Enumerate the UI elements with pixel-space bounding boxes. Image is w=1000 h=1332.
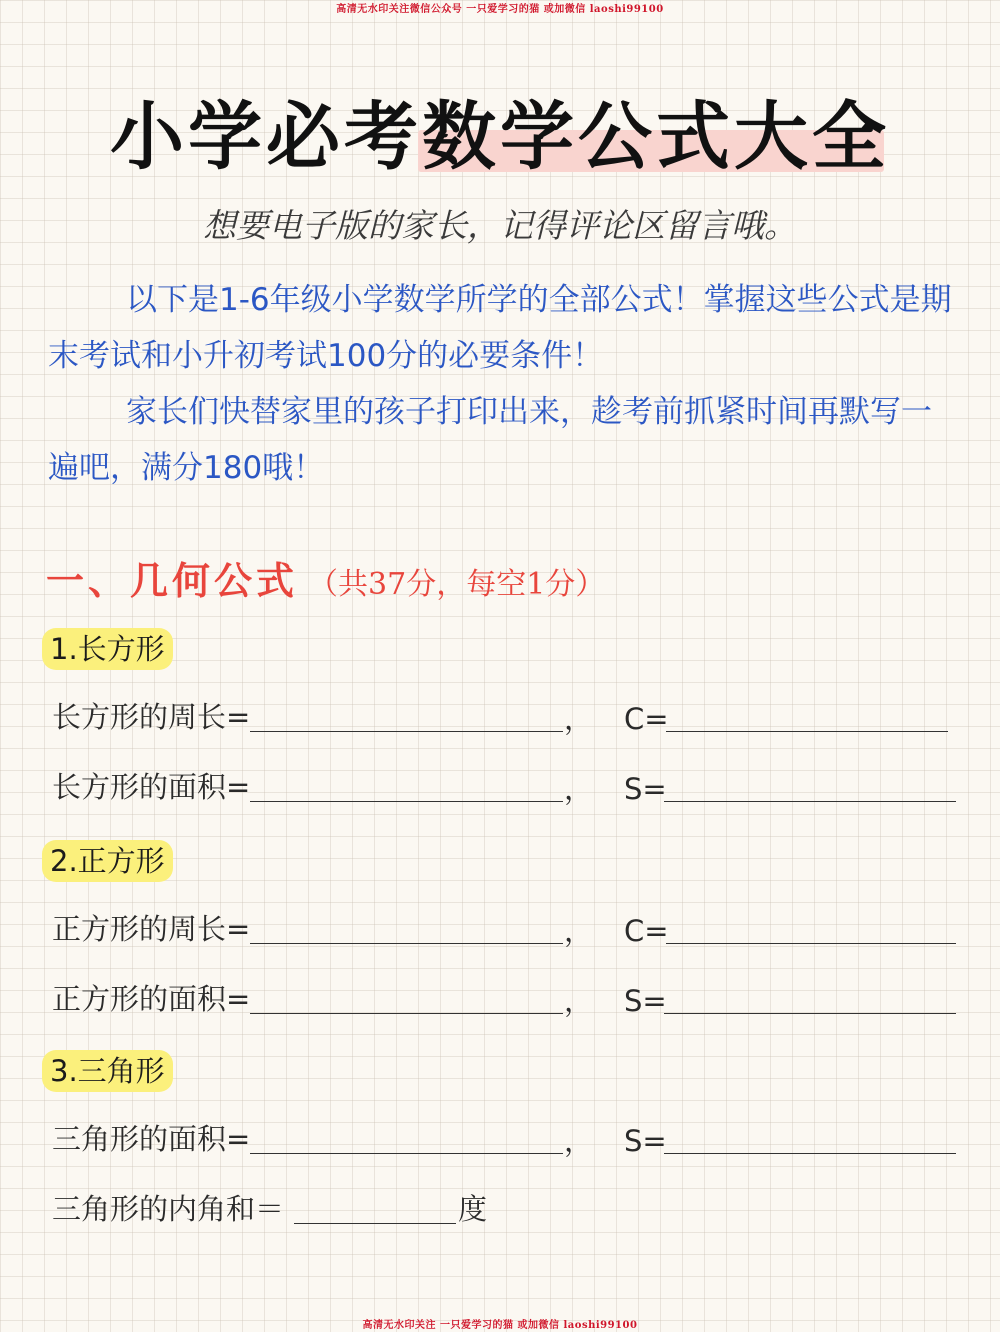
answer-blank[interactable]: [294, 1223, 456, 1224]
formula-symbol: S=: [624, 1124, 667, 1158]
subsection-title-triangle: 3.三角形: [42, 1050, 173, 1092]
answer-blank[interactable]: [250, 731, 563, 732]
answer-blank[interactable]: [664, 1153, 956, 1154]
formula-symbol: C=: [624, 914, 669, 948]
formula-label: 正方形的周长=: [52, 912, 251, 946]
formula-label: 三角形的内角和＝: [52, 1192, 285, 1226]
formula-row: [52, 1118, 962, 1162]
comma: ，: [564, 1124, 594, 1158]
answer-blank[interactable]: [664, 801, 956, 802]
subsection-title-rectangle: 1.长方形: [42, 628, 173, 670]
answer-blank[interactable]: [250, 1013, 563, 1014]
comma: ，: [564, 702, 594, 736]
title-container: [0, 92, 1000, 182]
comma: ，: [564, 914, 594, 948]
intro-paragraph-1: 以下是1-6年级小学数学所学的全部公式！掌握这些公式是期末考试和小升初考试100分的必要条件！: [48, 282, 952, 374]
answer-blank[interactable]: [664, 1013, 956, 1014]
formula-row: [52, 908, 962, 952]
formula-symbol: C=: [624, 702, 669, 736]
intro-paragraph-2: 家长们快替家里的孩子打印出来，趁考前抓紧时间再默写一遍吧，满分180哦！: [48, 394, 932, 486]
watermark-bottom: 高清无水印关注 一只爱学习的猫 或加微信 laoshi99100: [362, 1320, 638, 1331]
comma: ，: [564, 772, 594, 806]
formula-label: 三角形的面积=: [52, 1122, 251, 1156]
formula-row: [52, 1188, 962, 1232]
section-heading: [46, 550, 605, 605]
comma: ，: [564, 984, 594, 1018]
formula-row: [52, 766, 962, 810]
answer-blank[interactable]: [666, 943, 956, 944]
subsection-title-square: 2.正方形: [42, 840, 173, 882]
intro-text: [48, 272, 960, 496]
formula-label: 长方形的周长=: [52, 700, 251, 734]
watermark-top: 高清无水印关注微信公众号 一只爱学习的猫 或加微信 laoshi99100: [336, 4, 664, 15]
answer-blank[interactable]: [250, 1153, 563, 1154]
answer-blank[interactable]: [250, 801, 563, 802]
formula-label: 长方形的面积=: [52, 770, 251, 804]
unit-label: 度: [458, 1192, 488, 1226]
formula-symbol: S=: [624, 984, 667, 1018]
formula-row: [52, 696, 962, 740]
section-heading-title: 一、几何公式: [46, 558, 299, 603]
subtitle: 想要电子版的家长，记得评论区留言哦。: [203, 206, 797, 245]
formula-symbol: S=: [624, 772, 667, 806]
section-heading-note: （共37分，每空1分）: [308, 567, 606, 602]
answer-blank[interactable]: [666, 731, 948, 732]
formula-label: 正方形的面积=: [52, 982, 251, 1016]
page-title: 小学必考数学公式大全: [110, 94, 890, 180]
formula-row: [52, 978, 962, 1022]
answer-blank[interactable]: [250, 943, 563, 944]
